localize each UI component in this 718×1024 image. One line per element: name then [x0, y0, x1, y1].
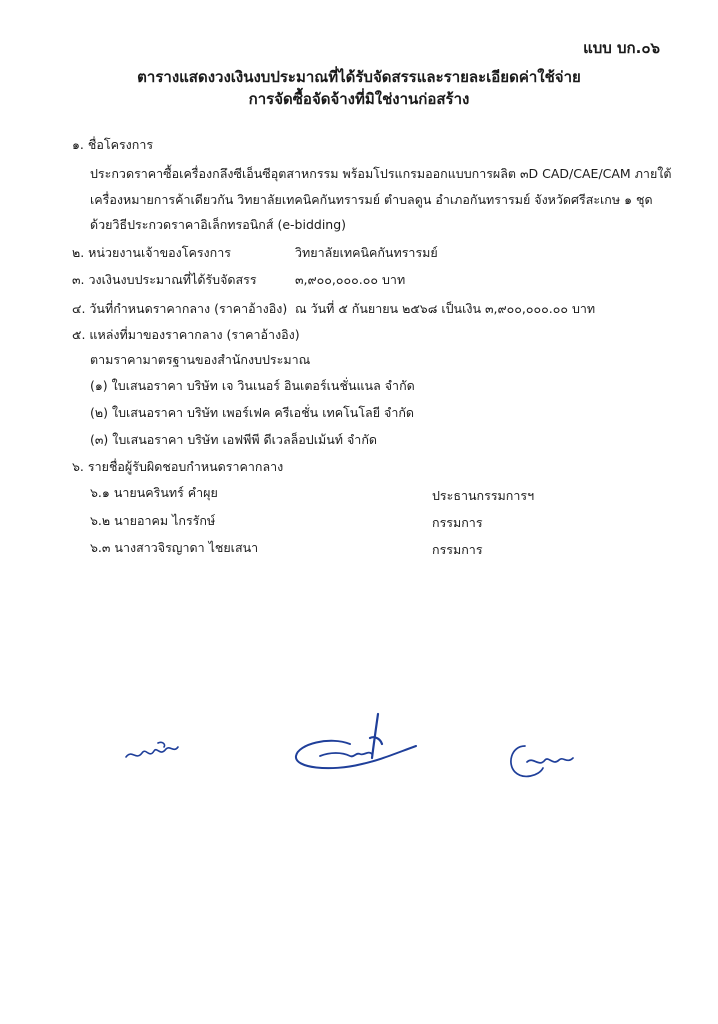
section-6-label: ๖. รายชื่อผู้รับผิดชอบกำหนดราคากลาง — [72, 459, 284, 474]
quotation-item: (๒) ใบเสนอราคา บริษัท เพอร์เฟค ครีเอชั่น เทคโนโลยี จำกัด — [90, 405, 415, 420]
section-4-label: ๔. วันที่กำหนดราคากลาง (ราคาอ้างอิง) — [72, 301, 288, 316]
project-owner-value: วิทยาลัยเทคนิคกันทรารมย์ — [295, 245, 438, 260]
project-description-line-2: เครื่องหมายการค้าเดียวกัน วิทยาลัยเทคนิคกันทรารมย์ ตำบลดูน อำเภอกันทรารมย์ จังหวัดศรีสะเกษ ๑ ชุด — [90, 192, 653, 207]
committee-member-role: กรรมการ — [432, 542, 483, 557]
budget-value: ๓,๙๐๐,๐๐๐.๐๐ บาท — [295, 272, 406, 287]
signature-3 — [505, 738, 579, 782]
project-description-line-1: ประกวดราคาซื้อเครื่องกลึงซีเอ็นซีอุตสาหกรรม พร้อมโปรแกรมออกแบบการผลิต ๓D CAD/CAE/CAM ภายใต้ — [90, 166, 672, 181]
title-line-2: การจัดซื้อจัดจ้างที่มิใช่งานก่อสร้าง — [248, 90, 470, 108]
committee-member-name: ๖.๑ นายนครินทร์ คำผุย — [90, 485, 218, 500]
quotation-item: (๑) ใบเสนอราคา บริษัท เจ วินเนอร์ อินเตอร์เนชั่นแนล จำกัด — [90, 378, 415, 393]
reference-price-date-value: ณ วันที่ ๕ กันยายน ๒๕๖๘ เป็นเงิน ๓,๙๐๐,๐๐๐.๐๐ บาท — [295, 301, 596, 316]
committee-member-role: ประธานกรรมการฯ — [432, 488, 535, 503]
section-2-label: ๒. หน่วยงานเจ้าของโครงการ — [72, 245, 231, 260]
committee-member-name: ๖.๓ นางสาวจิรญาดา ไชยเสนา — [90, 540, 259, 555]
title-line-1: ตารางแสดงวงเงินงบประมาณที่ได้รับจัดสรรและรายละเอียดค่าใช้จ่าย — [137, 68, 581, 86]
quotation-item: (๓) ใบเสนอราคา บริษัท เอฟพีพี ดีเวลล็อปเม้นท์ จำกัด — [90, 432, 378, 447]
section-1-label: ๑. ชื่อโครงการ — [72, 137, 154, 152]
reference-source-intro: ตามราคามาตรฐานของสำนักงบประมาณ — [90, 352, 311, 367]
section-5-label: ๕. แหล่งที่มาของราคากลาง (ราคาอ้างอิง) — [72, 327, 300, 342]
section-3-label: ๓. วงเงินงบประมาณที่ได้รับจัดสรร — [72, 272, 257, 287]
project-description-line-3: ด้วยวิธีประกวดราคาอิเล็กทรอนิกส์ (e-bidding) — [90, 217, 347, 232]
committee-member-role: กรรมการ — [432, 515, 483, 530]
signature-1 — [122, 735, 182, 767]
signature-2 — [290, 708, 422, 778]
committee-member-name: ๖.๒ นายอาคม ไกรรักษ์ — [90, 513, 216, 528]
document-title — [0, 66, 718, 110]
form-code: แบบ บก.๐๖ — [583, 39, 660, 57]
